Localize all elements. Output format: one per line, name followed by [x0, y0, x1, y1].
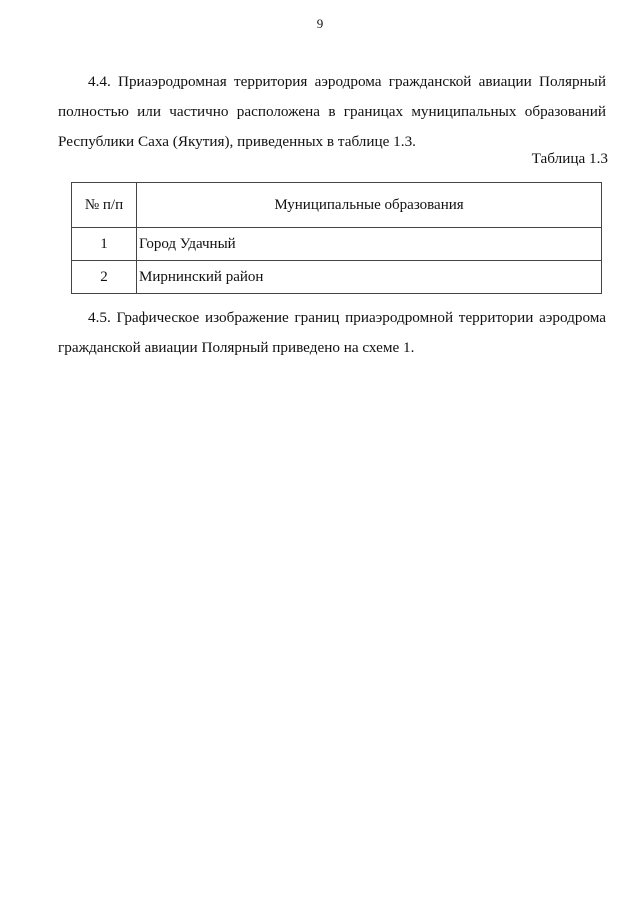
table-caption: Таблица 1.3: [531, 150, 608, 167]
paragraph-4-5: [58, 303, 606, 363]
header-municipalities: Муниципальные образования: [137, 183, 602, 228]
paragraph-4-5-text: 4.5. Графическое изображение границ приаэродромной территории аэродрома гражданской авиации Полярный приведено на схеме 1.: [58, 309, 606, 356]
table-row: [72, 261, 602, 294]
page-number: 9: [316, 16, 324, 31]
row-number: 2: [72, 261, 137, 294]
header-number: № п/п: [72, 183, 137, 228]
row-number: 1: [72, 228, 137, 261]
municipalities-table: [71, 182, 602, 294]
table-row: [72, 228, 602, 261]
paragraph-4-4: [58, 67, 606, 157]
paragraph-4-4-text: 4.4. Приаэродромная территория аэродрома гражданской авиации Полярный полностью или частично расположена в границах муниципальных образований Республики Саха (Якутия), приведенных в таблице 1.3.: [58, 73, 606, 150]
table-header-row: [72, 183, 602, 228]
row-municipality: Мирнинский район: [137, 261, 602, 294]
row-municipality: Город Удачный: [137, 228, 602, 261]
